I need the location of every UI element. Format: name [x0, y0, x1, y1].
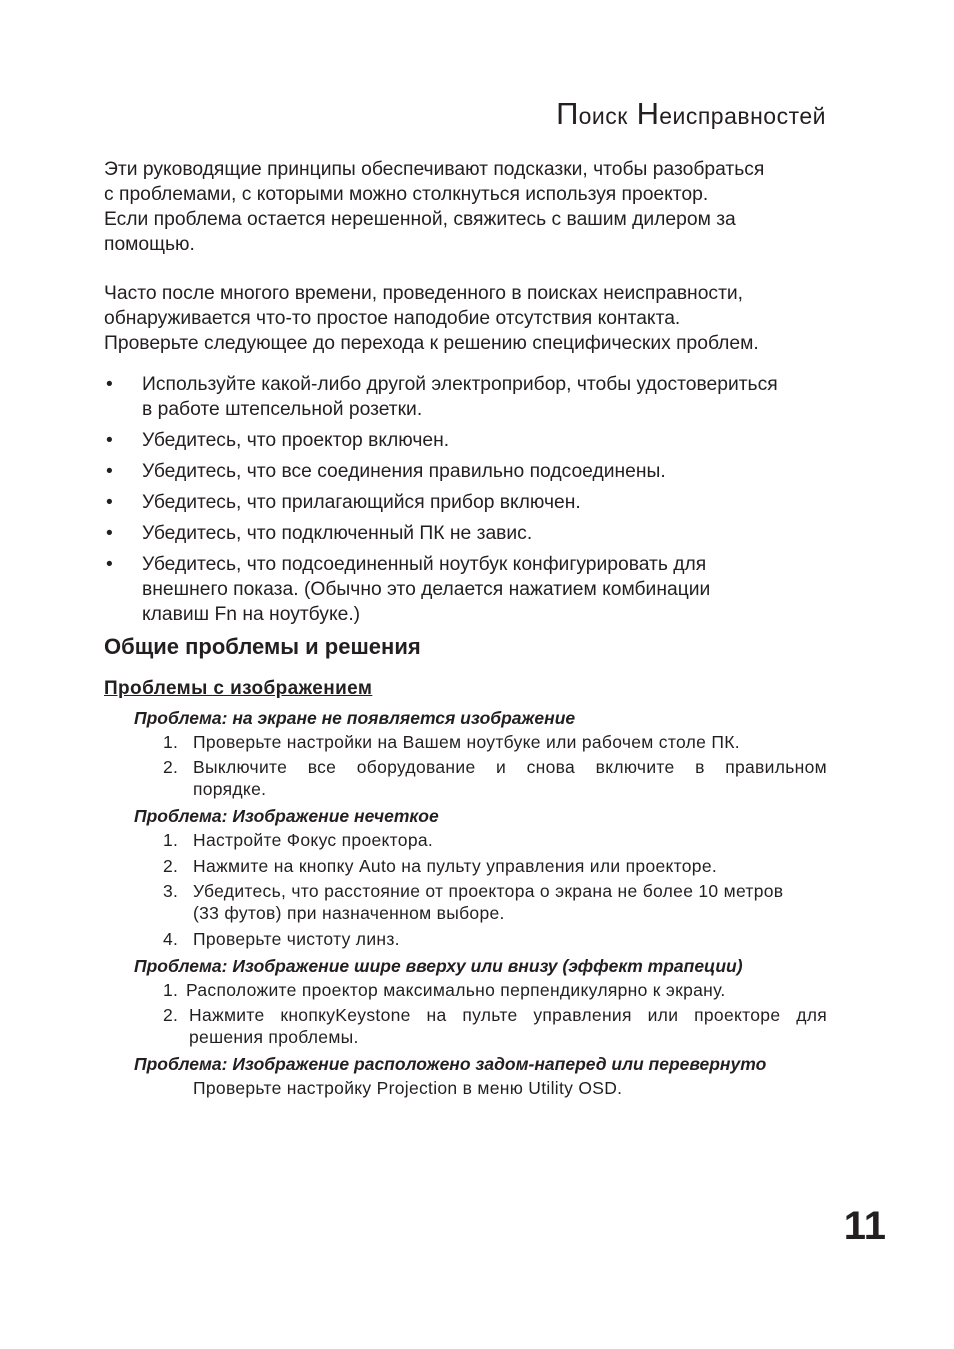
list-item: • Убедитесь, что подключенный ПК не завис.	[106, 523, 533, 544]
bullet-icon: •	[106, 461, 113, 482]
solution-step: 2. Нажмите на кнопку Auto на пульту управления или проекторе.	[163, 856, 718, 876]
bullet-icon: •	[106, 554, 113, 575]
solution-text: Проверьте настройку Projection в меню Utility OSD.	[193, 1078, 623, 1098]
problem-title: Проблема: Изображение шире вверху или внизу (эффект трапеции)	[134, 956, 743, 976]
bullet-icon: •	[106, 430, 113, 451]
subsection-heading: Проблемы с изображением	[104, 678, 373, 699]
solution-step: 1. Расположите проектор максимально перпендикулярно к экрану.	[163, 980, 726, 1000]
bullet-icon: •	[106, 492, 113, 513]
bullet-icon: •	[106, 523, 113, 544]
checklist	[104, 372, 834, 633]
bullet-icon: •	[106, 374, 113, 395]
list-item: • Убедитесь, что подсоединенный ноутбук конфигурировать для внешнего показа. (Обычно это делается нажатием комбинации клавиш Fn на ноутбуке.)	[106, 554, 711, 625]
list-item: • Используйте какой-либо другой электроприбор, чтобы удостовериться в работе штепсельной розетки.	[106, 374, 778, 420]
problem-title: Проблема: Изображение нечеткое	[134, 806, 439, 826]
list-item: • Убедитесь, что прилагающийся прибор включен.	[106, 492, 581, 513]
list-item: • Убедитесь, что все соединения правильно подсоединены.	[106, 461, 666, 482]
list-item: • Убедитесь, что проектор включен.	[106, 430, 450, 451]
problem-title: Проблема: Изображение расположено задом-наперед или перевернуто	[134, 1054, 767, 1074]
intro-paragraph-1: Эти руководящие принципы обеспечивают подсказки, чтобы разобраться с проблемами, с которыми можно столкнуться используя проектор. Если проблема остается нерешенной, свяжитесь с вашим дилером за помощью.	[104, 159, 765, 255]
problem-title: Проблема: на экране не появляется изображение	[134, 708, 576, 728]
solution-step: 2. Выключите все оборудование и снова включите в правильном порядке.	[163, 757, 827, 799]
solution-step: 2. Нажмите кнопкуKeystone на пульте управления или проекторе для решения проблемы.	[163, 1005, 827, 1047]
page-title: Поиск Неисправностей	[556, 96, 826, 131]
solution-step: 1. Настройте Фокус проектора.	[163, 830, 434, 850]
page-number: 11	[843, 1204, 886, 1248]
solution-step: 4. Проверьте чистоту линз.	[163, 929, 400, 949]
solution-step: 3. Убедитесь, что расстояние от проектора о экрана не более 10 метров (33 футов) при назначенном выборе.	[163, 881, 784, 923]
section-heading: Общие проблемы и решения	[104, 634, 421, 659]
intro-paragraph-2: Часто после многого времени, проведенного в поисках неисправности, обнаруживается что-то простое наподобие отсутствия контакта. Проверьте следующее до перехода к решению специфических проблем.	[104, 283, 759, 354]
solution-step: 1. Проверьте настройки на Вашем ноутбуке или рабочем столе ПК.	[163, 732, 740, 752]
